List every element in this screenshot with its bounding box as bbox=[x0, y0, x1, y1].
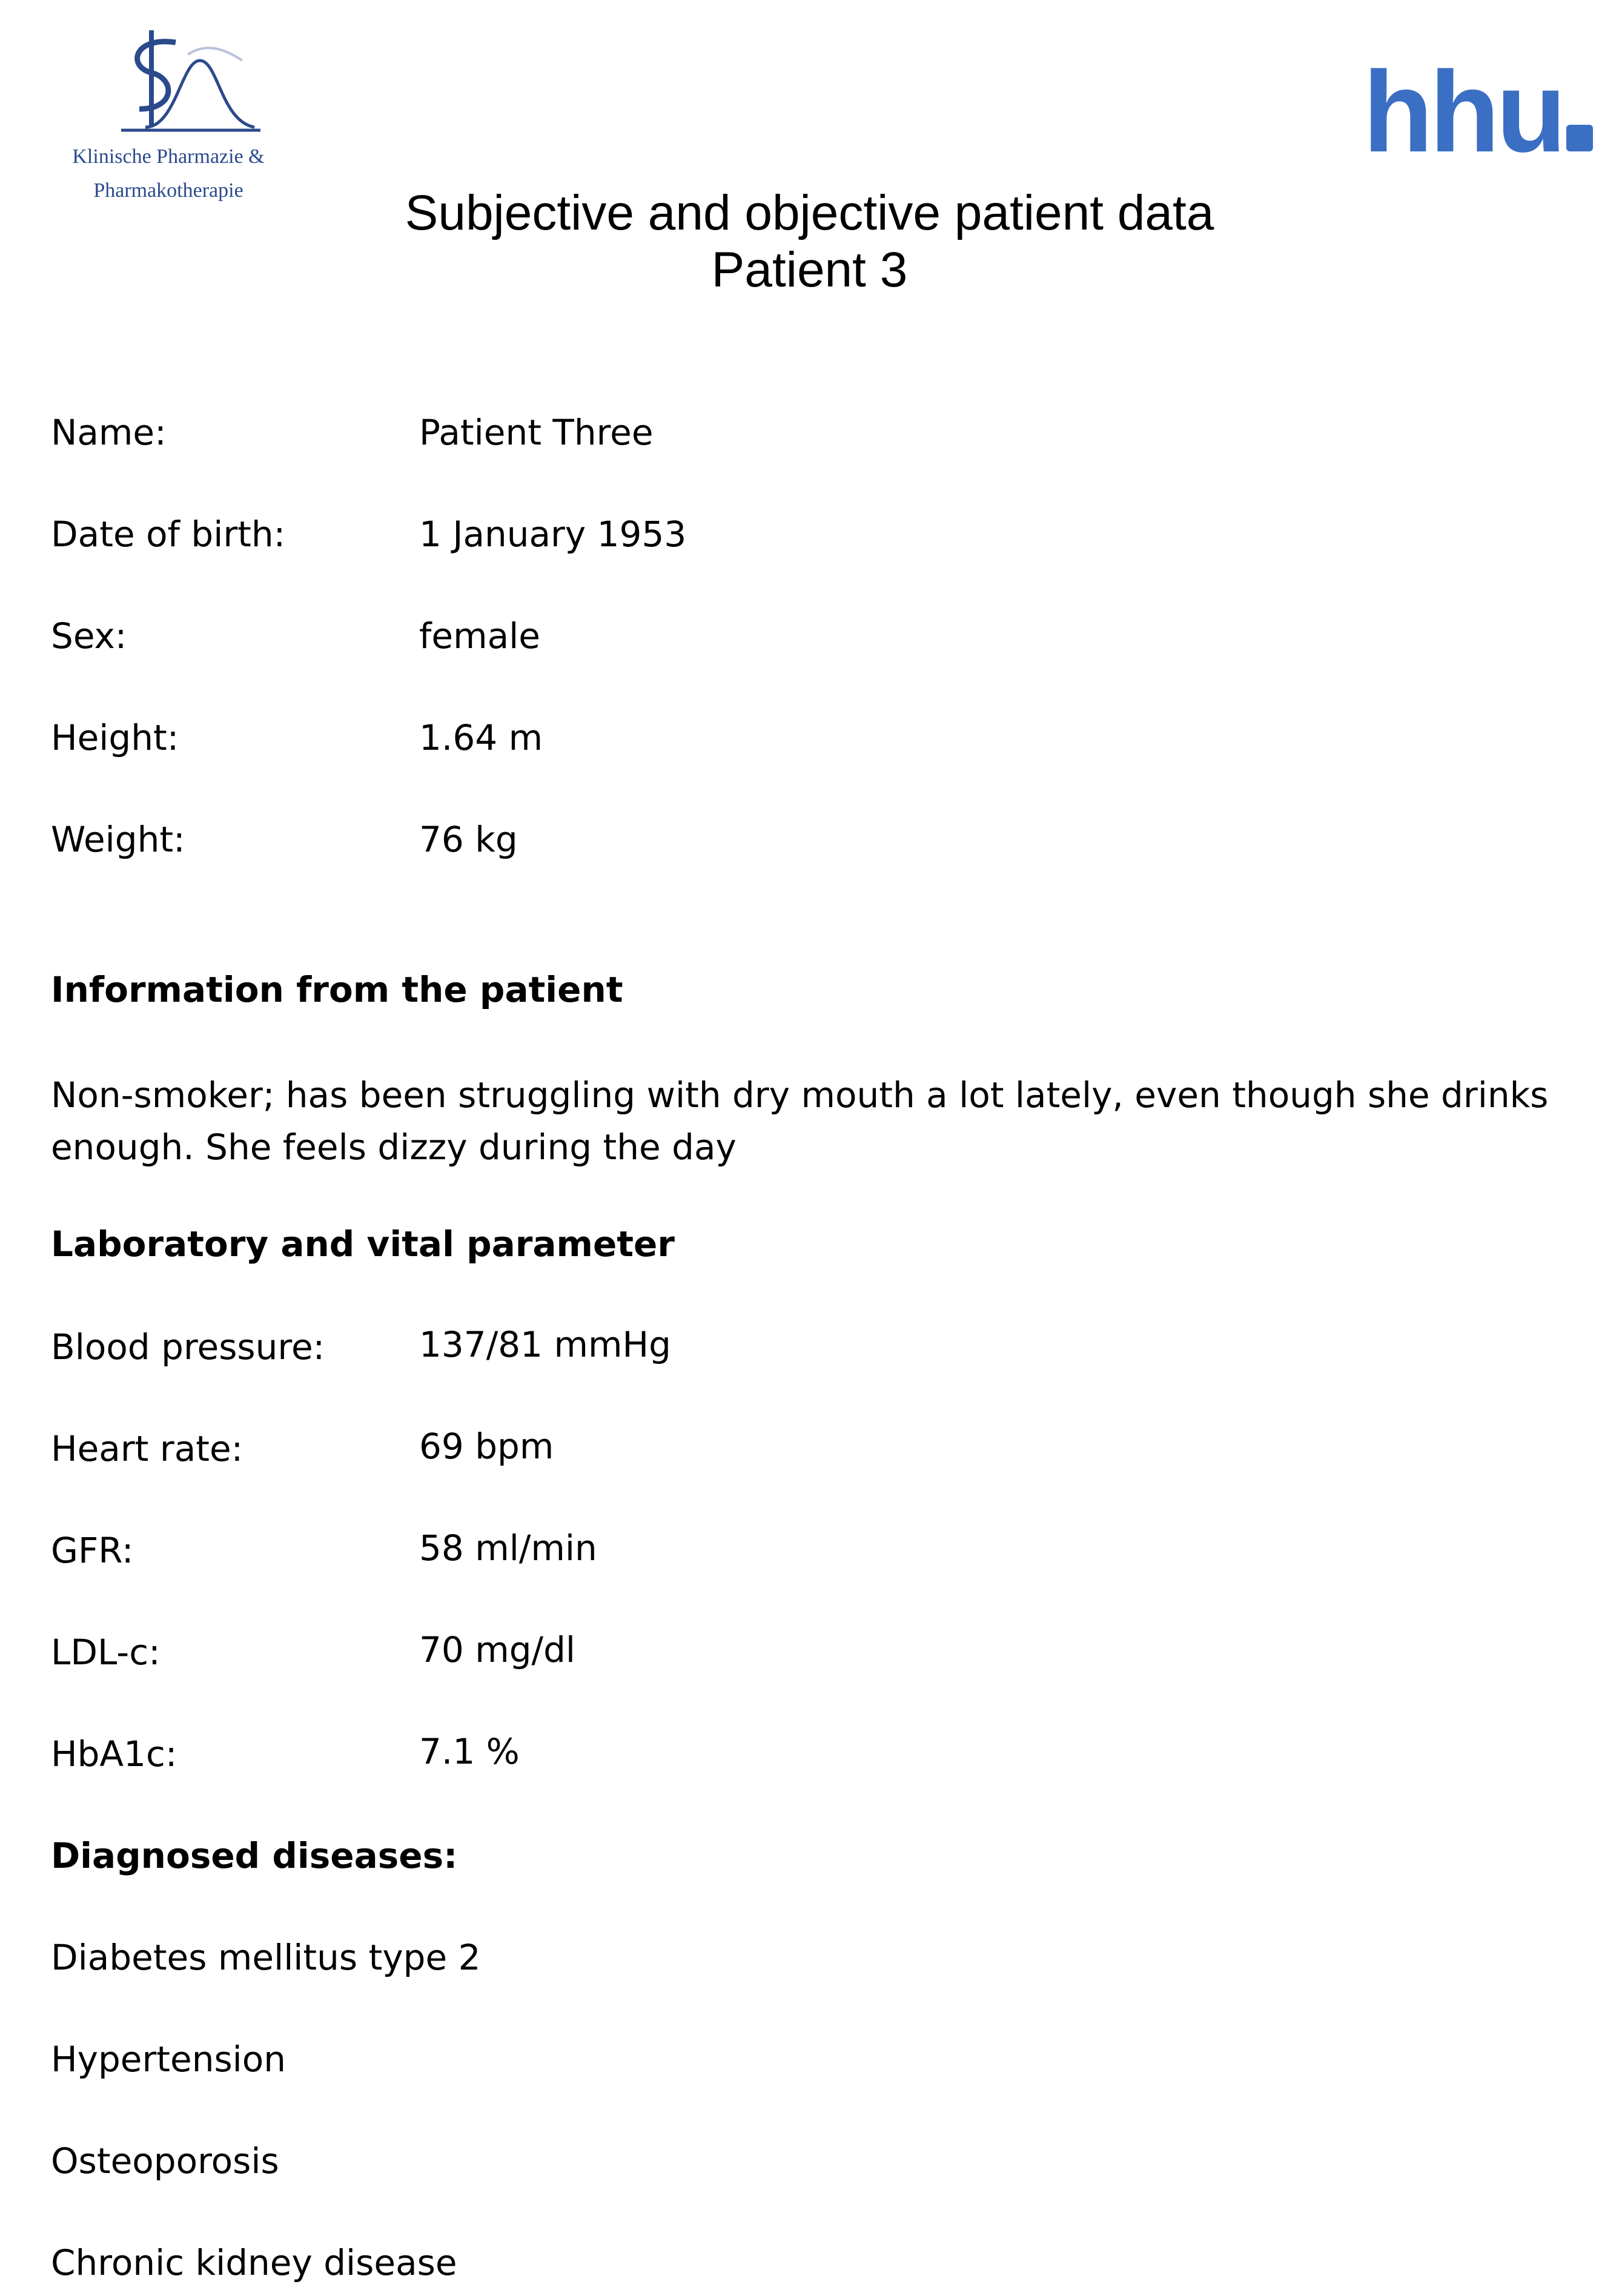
diagnosis-item: Osteoporosis bbox=[51, 2140, 279, 2182]
logo-left-line2: Pharmakotherapie bbox=[93, 179, 243, 202]
diagnosis-item: Diabetes mellitus type 2 bbox=[51, 1937, 481, 1978]
field-value: female bbox=[419, 615, 540, 657]
field-value: 1 January 1953 bbox=[419, 514, 687, 555]
field-label: Sex: bbox=[51, 615, 127, 657]
field-value: 76 kg bbox=[419, 819, 518, 860]
lab-value: 69 bpm bbox=[419, 1426, 554, 1467]
lab-heading: Laboratory and vital parameter bbox=[51, 1223, 675, 1265]
logo-hhu-dot-icon bbox=[1566, 125, 1593, 151]
diagnosis-item: Chronic kidney disease bbox=[51, 2242, 457, 2283]
lab-value: 70 mg/dl bbox=[419, 1629, 576, 1670]
field-label: Date of birth: bbox=[51, 514, 286, 555]
diagnosis-item: Hypertension bbox=[51, 2039, 286, 2080]
patient-info-text: Non-smoker; has been struggling with dry mouth a lot lately, even though she drinks enough. She feels dizzy during the day bbox=[51, 1074, 1549, 1168]
field-label: Height: bbox=[51, 717, 179, 758]
lab-value: 58 ml/min bbox=[419, 1527, 597, 1569]
lab-label: GFR: bbox=[51, 1530, 134, 1571]
patient-info-heading: Information from the patient bbox=[51, 969, 623, 1010]
lab-label: Heart rate: bbox=[51, 1428, 243, 1469]
field-label: Name: bbox=[51, 412, 167, 453]
field-label: Weight: bbox=[51, 819, 185, 860]
lab-value: 7.1 % bbox=[419, 1731, 520, 1772]
page-title bbox=[0, 185, 1619, 299]
field-value: 1.64 m bbox=[419, 717, 543, 758]
lab-label: Blood pressure: bbox=[51, 1326, 325, 1368]
lab-value: 137/81 mmHg bbox=[419, 1324, 671, 1365]
field-value: Patient Three bbox=[419, 412, 654, 453]
diagnoses-heading: Diagnosed diseases: bbox=[51, 1835, 458, 1876]
logo-hhu-text: hhu bbox=[1363, 48, 1563, 176]
lab-label: HbA1c: bbox=[51, 1733, 177, 1775]
title-line1: Subjective and objective patient data bbox=[405, 185, 1214, 240]
title-line2: Patient 3 bbox=[711, 242, 908, 297]
logo-left-line1: Klinische Pharmazie & bbox=[72, 145, 265, 168]
caduceus-curve-icon bbox=[109, 24, 267, 139]
logo-hhu bbox=[1363, 48, 1593, 176]
lab-label: LDL-c: bbox=[51, 1632, 161, 1673]
